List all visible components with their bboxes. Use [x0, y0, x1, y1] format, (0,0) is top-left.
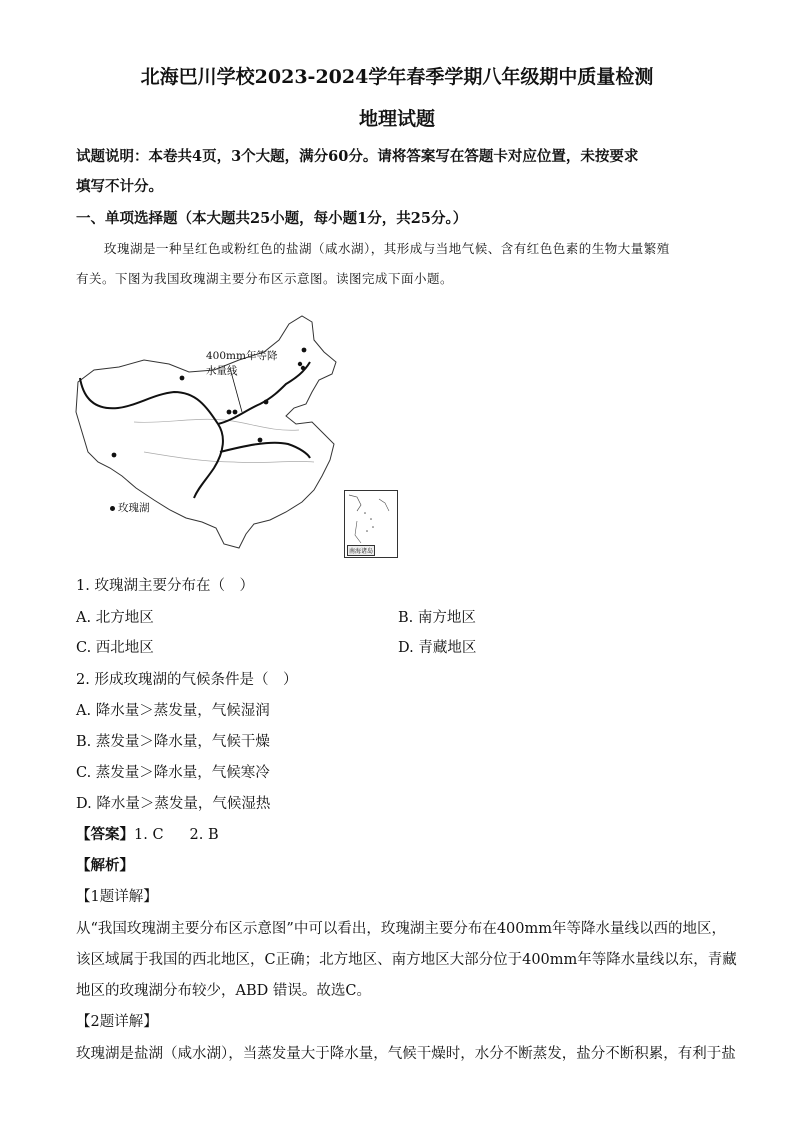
- legend-dot-icon: [110, 506, 115, 511]
- document-title: 北海巴川学校2023-2024学年春季学期八年级期中质量检测: [140, 66, 654, 88]
- detail-1-line-2: 该区域属于我国的西北地区，C正确；北方地区、南方地区大部分位于400mm年等降水量线以东，青藏: [76, 952, 737, 968]
- detail-2-label: 【2题详解】: [76, 1014, 158, 1030]
- document-subtitle: 地理试题: [358, 108, 435, 130]
- question-2-option-c: C. 蒸发量＞降水量，气候寒冷: [76, 765, 270, 781]
- instructions-line-2: 填写不计分。: [76, 178, 163, 195]
- question-2-option-a: A. 降水量＞蒸发量，气候湿润: [76, 703, 270, 719]
- question-1-stem: 1. 玫瑰湖主要分布在（ ）: [76, 578, 254, 594]
- detail-1-label: 【1题详解】: [76, 889, 158, 905]
- analysis-label: 【解析】: [76, 857, 134, 874]
- passage-line-2: 有关。下图为我国玫瑰湖主要分布区示意图。读图完成下面小题。: [76, 271, 454, 286]
- answer-line: [76, 823, 219, 844]
- question-1-option-d: D. 青藏地区: [398, 640, 477, 656]
- south-china-sea-inset: [344, 490, 398, 558]
- passage-line-1: 玫瑰湖是一种呈红色或粉红色的盐湖（咸水湖），其形成与当地气候、含有红色色素的生物大量繁殖: [104, 241, 670, 256]
- isohyet-label-line-1: 400mm年等降: [206, 350, 278, 362]
- section-heading: 一、单项选择题（本大题共25小题，每小题1分，共25分。）: [76, 210, 468, 227]
- detail-1-line-1: 从“我国玫瑰湖主要分布区示意图”中可以看出，玫瑰湖主要分布在400mm年等降水量线以西的地区，: [76, 921, 726, 937]
- question-1-option-b: B. 南方地区: [398, 610, 476, 626]
- legend-label: 玫瑰湖: [118, 502, 150, 514]
- question-1-option-c: C. 西北地区: [76, 640, 154, 656]
- question-1-option-a: A. 北方地区: [76, 610, 154, 626]
- answer-1: 1. C: [134, 827, 164, 843]
- detail-2-line-1: 玫瑰湖是盐湖（咸水湖），当蒸发量大于降水量，气候干燥时，水分不断蒸发，盐分不断积累，有利于盐: [76, 1046, 736, 1062]
- isohyet-label-line-2: 水量线: [206, 365, 238, 377]
- question-2-option-b: B. 蒸发量＞降水量，气候干燥: [76, 734, 270, 750]
- question-2-option-d: D. 降水量＞蒸发量，气候湿热: [76, 796, 271, 812]
- answer-label: 【答案】: [76, 826, 134, 843]
- answer-2: 2. B: [189, 827, 219, 843]
- question-2-stem: 2. 形成玫瑰湖的气候条件是（ ）: [76, 672, 298, 688]
- map-legend: [110, 500, 150, 515]
- inset-label: 南海诸岛: [347, 545, 375, 556]
- detail-1-line-3: 地区的玫瑰湖分布较少，ABD 错误。故选C。: [76, 983, 371, 999]
- isohyet-label: [206, 348, 277, 378]
- instructions-line-1: 试题说明：本卷共4页，3个大题，满分60分。请将答案写在答题卡对应位置，未按要求: [76, 148, 639, 165]
- rose-lake-distribution-map: [74, 312, 404, 562]
